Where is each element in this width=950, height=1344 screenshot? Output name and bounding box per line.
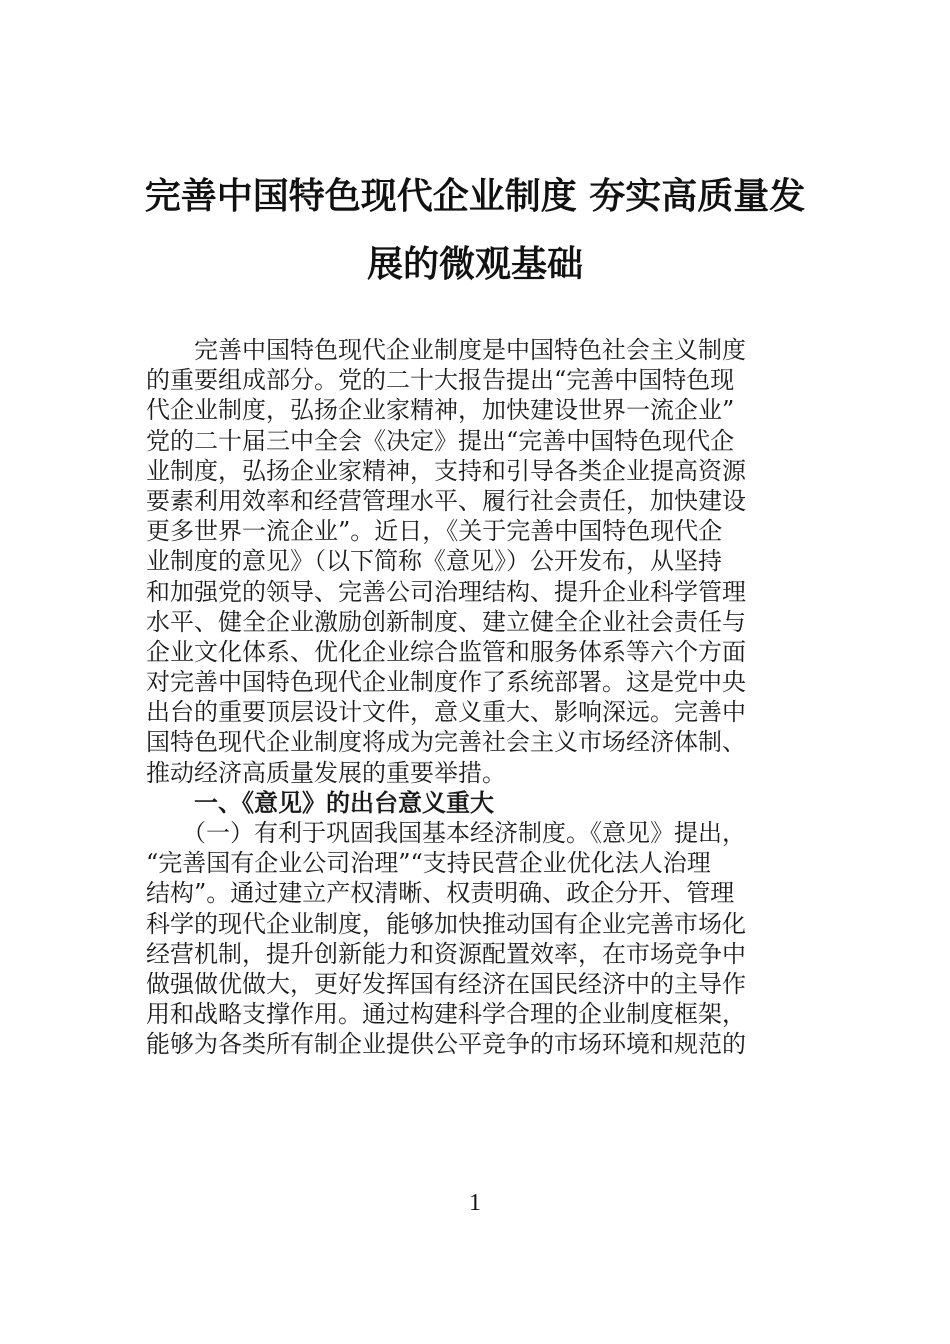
body-line: 经营机制，提升创新能力和资源配置效率，在市场竞争中 bbox=[146, 939, 746, 968]
body-line: 企业文化体系、优化企业综合监管和服务体系等六个方面 bbox=[146, 637, 746, 666]
body-line: 国特色现代企业制度将成为完善社会主义市场经济体制、 bbox=[146, 728, 746, 757]
body-line: “完善国有企业公司治理”“支持民营企业优化法人治理 bbox=[146, 849, 711, 878]
body-line: （一）有利于巩固我国基本经济制度。《意见》提出， bbox=[146, 819, 746, 847]
body-line: 水平、健全企业激励创新制度、建立健全企业社会责任与 bbox=[146, 607, 746, 636]
body-line: 出台的重要顶层设计文件，意义重大、影响深远。完善中 bbox=[146, 698, 746, 727]
body-line: 做强做优做大，更好发挥国有经济在国民经济中的主导作 bbox=[146, 969, 746, 998]
body-line: 科学的现代企业制度，能够加快推动国有企业完善市场化 bbox=[146, 909, 746, 938]
document-body bbox=[146, 335, 826, 1060]
body-line: 代企业制度，弘扬企业家精神，加快建设世界一流企业” bbox=[146, 396, 735, 425]
body-line: 结构”。通过建立产权清晰、权责明确、政企分开、管理 bbox=[146, 879, 735, 908]
body-line: 要素利用效率和经营管理水平、履行社会责任，加快建设 bbox=[146, 486, 746, 515]
body-line: 用和战略支撑作用。通过构建科学合理的企业制度框架， bbox=[146, 1000, 746, 1029]
body-line: 推动经济高质量发展的重要举措。 bbox=[146, 758, 506, 787]
body-line: 党的二十届三中全会《决定》提出“完善中国特色现代企 bbox=[146, 426, 735, 455]
body-line: 能够为各类所有制企业提供公平竞争的市场环境和规范的 bbox=[146, 1030, 746, 1059]
document-title-line-1: 完善中国特色现代企业制度 夯实高质量发 bbox=[144, 175, 806, 217]
body-line: 更多世界一流企业”。近日，《关于完善中国特色现代企 bbox=[146, 517, 723, 546]
body-line: 的重要组成部分。党的二十大报告提出“完善中国特色现 bbox=[146, 366, 735, 395]
body-line: 业制度的意见》（以下简称《意见》）公开发布，从坚持 bbox=[146, 547, 722, 576]
body-line: 完善中国特色现代企业制度是中国特色社会主义制度 bbox=[146, 336, 746, 364]
body-line: 业制度，弘扬企业家精神，支持和引导各类企业提高资源 bbox=[146, 456, 746, 485]
page-number: 1 bbox=[469, 1190, 481, 1216]
body-line: 对完善中国特色现代企业制度作了系统部署。这是党中央 bbox=[146, 668, 746, 697]
section-heading: 一、《意见》的出台意义重大 bbox=[146, 788, 494, 817]
document-title-line-2: 展的微观基础 bbox=[366, 243, 583, 285]
body-line: 和加强党的领导、完善公司治理结构、提升企业科学管理 bbox=[146, 577, 746, 606]
